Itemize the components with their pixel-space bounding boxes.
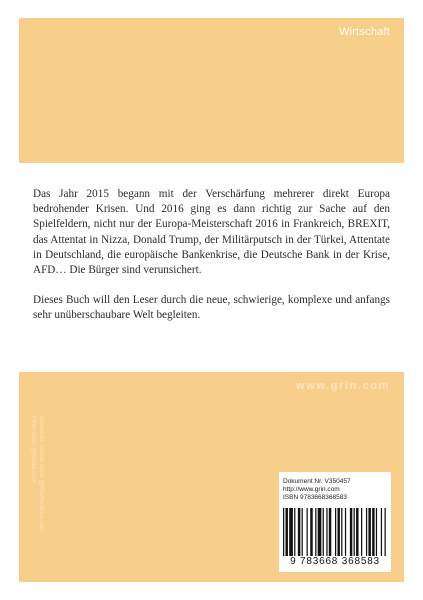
publisher-url: www.grin.com (296, 380, 390, 392)
barcode-bar (368, 508, 370, 556)
barcode-bar (318, 508, 322, 556)
isbn-box (279, 472, 391, 572)
barcode-bar (381, 508, 382, 556)
barcode-bar (335, 508, 336, 556)
barcode-bar (366, 508, 367, 556)
bottom-color-band (19, 372, 404, 582)
book-blurb (33, 187, 390, 339)
isbn-meta (283, 478, 351, 503)
barcode-bar (326, 508, 327, 556)
barcode-bar (294, 508, 295, 556)
barcode-bar (307, 508, 308, 556)
category-label: Wirtschaft (339, 26, 390, 38)
barcode-bar (345, 508, 346, 556)
barcode-bar (298, 508, 300, 556)
blurb-paragraph-1: Das Jahr 2015 begann mit der Verschärfung mehrerer direkt Europa bedrohender Krisen. Und 2016 ging es dann richtig zur Sache auf den Spielfeldern, nicht nur der Europa-Meisterschaft 2016 in Frankreich, BREXIT, das Attentat in Nizza, Donald Trump, der Militärputsch in der Türkei, Attentate in Deutschland, die europäische Bankenkrise, die Deutsche Bank in der Krise, AFD… Die Bürger sind verunsichert. (33, 188, 390, 277)
barcode (283, 508, 387, 556)
barcode-bar (329, 508, 331, 556)
website-link: http://www.grin.com (283, 486, 340, 494)
document-number: Dokument Nr. V350457 (283, 478, 351, 485)
barcode-bar (323, 508, 324, 556)
barcode-bar (356, 508, 358, 556)
blurb-paragraph-2: Dieses Buch will den Leser durch die neue, schwierige, komplexe und anfangs sehr unüberschaubare Welt begleiten. (33, 294, 390, 322)
top-color-band (19, 18, 404, 163)
image-credit-line-2: Peter Stein @fotolia.com (30, 416, 36, 483)
barcode-bar (372, 508, 374, 556)
image-credit (29, 416, 45, 532)
barcode-bar (315, 508, 316, 556)
barcode-bar (376, 508, 377, 556)
barcode-bar (289, 508, 293, 556)
barcode-bar (361, 508, 362, 556)
barcode-bar (283, 508, 284, 556)
barcode-bar (310, 508, 312, 556)
image-credit-line-1: Coverbild: Alistair Scott @Shutterstock.com (38, 416, 44, 532)
barcode-bar (337, 508, 339, 556)
barcode-digits: 9 783668 368583 (290, 556, 380, 567)
barcode-bar (385, 508, 386, 556)
barcode-bar (302, 508, 303, 556)
isbn-number: ISBN 9783668368583 (283, 494, 347, 502)
barcode-bar (350, 508, 352, 556)
barcode-bar (341, 508, 342, 556)
barcode-bar (354, 508, 355, 556)
barcode-bar (285, 508, 287, 556)
